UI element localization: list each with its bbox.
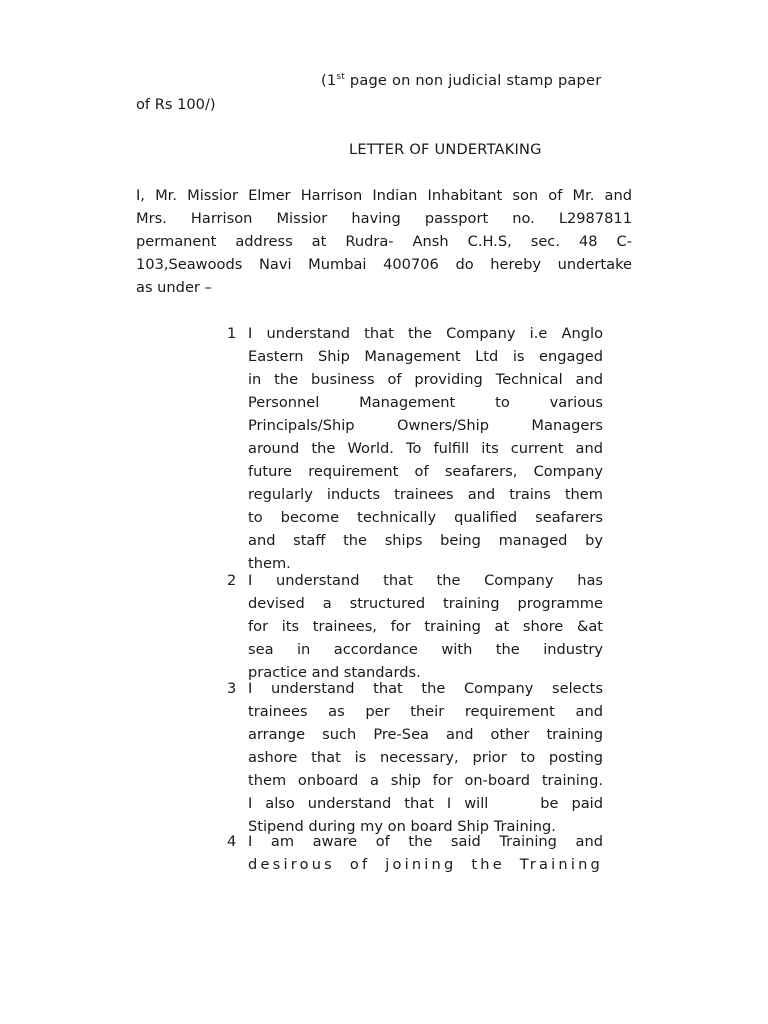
item-number: 2 — [227, 572, 237, 589]
item-line: sea in accordance with the industry — [248, 641, 603, 658]
item-line: to become technically qualified seafarers — [248, 509, 603, 526]
item-line: future requirement of seafarers, Company — [248, 463, 603, 480]
item-line: devised a structured training programme — [248, 595, 603, 612]
item-line: Eastern Ship Management Ltd is engaged — [248, 348, 603, 365]
item-number: 1 — [227, 325, 237, 342]
item-line: trainees as per their requirement and — [248, 703, 603, 720]
item-line: Personnel Management to various — [248, 394, 603, 411]
item-number: 3 — [227, 680, 237, 697]
intro-line: Mrs. Harrison Missior having passport no. L2987811 — [136, 210, 632, 227]
stamp-note-line-2: of Rs 100/) — [136, 96, 216, 113]
item-text — [248, 677, 603, 835]
item-line: regularly inducts trainees and trains them — [248, 486, 603, 503]
item-line: desirous of joining the Training — [248, 856, 603, 873]
item-line: I understand that the Company has — [248, 572, 603, 589]
item-text — [248, 569, 603, 681]
item-line: them. — [248, 555, 291, 572]
item-line: them onboard a ship for on-board training. — [248, 772, 603, 789]
intro-line: I, Mr. Missior Elmer Harrison Indian Inhabitant son of Mr. and — [136, 187, 632, 204]
item-line: Stipend during my on board Ship Training. — [248, 818, 556, 835]
item-line: I am aware of the said Training and — [248, 833, 603, 850]
item-line: practice and standards. — [248, 664, 421, 681]
intro-line: 103,Seawoods Navi Mumbai 400706 do hereby undertake — [136, 256, 632, 273]
stamp-note-rest: page on non judicial stamp paper — [345, 72, 602, 89]
stamp-note-superscript: st — [336, 72, 346, 82]
item-line: in the business of providing Technical and — [248, 371, 603, 388]
item-line: I understand that the Company selects — [248, 680, 603, 697]
item-text — [248, 830, 603, 876]
page-title: LETTER OF UNDERTAKING — [349, 141, 542, 158]
stamp-note-prefix: (1 — [321, 72, 337, 89]
item-line: I understand that the Company i.e Anglo — [248, 325, 603, 342]
intro-line: permanent address at Rudra- Ansh C.H.S, sec. 48 C- — [136, 233, 632, 250]
stamp-note-line-1 — [321, 69, 601, 92]
item-number: 4 — [227, 833, 237, 850]
intro-paragraph — [136, 184, 632, 299]
item-text — [248, 322, 603, 572]
item-line: for its trainees, for training at shore &at — [248, 618, 603, 635]
item-line: and staff the ships being managed by — [248, 532, 603, 549]
item-line: ashore that is necessary, prior to posting — [248, 749, 603, 766]
item-line: around the World. To fulfill its current and — [248, 440, 603, 457]
item-line: Principals/Ship Owners/Ship Managers — [248, 417, 603, 434]
item-line: I also understand that I will be paid — [248, 795, 603, 812]
item-line: arrange such Pre-Sea and other training — [248, 726, 603, 743]
intro-line: as under – — [136, 279, 212, 296]
